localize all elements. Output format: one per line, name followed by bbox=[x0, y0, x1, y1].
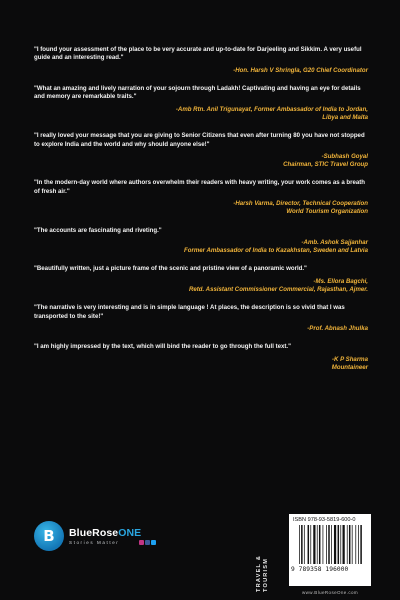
attribution-line: -Amb. Ashok Sajjanhar bbox=[301, 239, 368, 247]
testimonial bbox=[34, 304, 368, 333]
testimonial-attribution bbox=[34, 239, 368, 255]
testimonial-text: "The narrative is very interesting and is in simple language ! At places, the description is so vivid that I was transported to the site!" bbox=[34, 304, 345, 320]
attribution-line: -Subhash Goyal bbox=[321, 153, 368, 161]
testimonial-text: "I am highly impressed by the text, which will bind the reader to go through the full text." bbox=[34, 343, 292, 351]
book-category bbox=[256, 520, 270, 592]
attribution-line: -K P Sharma bbox=[331, 355, 368, 363]
instagram-icon bbox=[139, 540, 144, 545]
attribution-line: Mountaineer bbox=[331, 363, 368, 371]
testimonials bbox=[34, 46, 368, 382]
testimonial-text: "What an amazing and lively narration of your sojourn through Ladakh! Captivating and having an eye for details and memory are remarkable traits." bbox=[34, 85, 361, 101]
testimonial-text: "The accounts are fascinating and riveting." bbox=[34, 226, 162, 234]
publisher-logo bbox=[34, 521, 174, 557]
attribution-line: Former Ambassador of India to Kazakhstan, Sweden and Latvia bbox=[184, 247, 368, 255]
attribution-line: -Hon. Harsh V Shringla, G20 Chief Coordinator bbox=[233, 66, 368, 74]
twitter-icon bbox=[151, 540, 156, 545]
testimonial-text: "In the modern-day world where authors overwhelm their readers with heavy writing, your work comes as a breath of fresh air." bbox=[34, 179, 366, 195]
testimonial bbox=[34, 46, 368, 75]
publisher-logo-mark: B bbox=[34, 521, 64, 551]
category-line: TRAVEL & bbox=[256, 554, 262, 592]
testimonial bbox=[34, 132, 368, 169]
attribution-line: Retd. Assistant Commissioner Commercial, Rajasthan, Ajmer. bbox=[188, 286, 368, 294]
publisher-tagline: Stories Matter bbox=[69, 540, 120, 545]
testimonial-attribution bbox=[34, 153, 368, 169]
testimonial-attribution bbox=[34, 278, 368, 294]
attribution-line: World Tourism Organization bbox=[286, 208, 368, 216]
testimonial bbox=[34, 179, 368, 216]
testimonial-attribution bbox=[34, 106, 368, 122]
testimonial bbox=[34, 227, 368, 256]
testimonial bbox=[34, 343, 368, 372]
testimonial-text: "I really loved your message that you are giving to Senior Citizens that even after turning 80 you have not stopped to explore India and the world and why should anyone else!" bbox=[34, 132, 365, 148]
testimonial-text: "I found your assessment of the place to be very accurate and up-to-date for Darjeeling and Sikkim. A very useful guide and an interesting read." bbox=[34, 46, 362, 62]
testimonial bbox=[34, 265, 368, 294]
attribution-line: Libya and Malta bbox=[322, 114, 368, 122]
testimonial-attribution bbox=[34, 356, 368, 372]
facebook-icon bbox=[145, 540, 150, 545]
publisher-name bbox=[69, 527, 141, 539]
publisher-name-accent: ONE bbox=[118, 527, 142, 539]
testimonial-attribution bbox=[34, 325, 368, 333]
social-icons bbox=[139, 540, 156, 545]
testimonial-attribution bbox=[34, 200, 368, 216]
testimonial-attribution bbox=[34, 67, 368, 75]
isbn-digits: 9 789358 196000 bbox=[291, 566, 349, 573]
publisher-website: www.BlueRoseOne.com bbox=[301, 590, 359, 595]
attribution-line: -Ms. Ellora Bagchi, bbox=[313, 277, 368, 285]
publisher-name-main: BlueRose bbox=[69, 527, 119, 539]
attribution-line: Chairman, STIC Travel Group bbox=[283, 161, 368, 169]
category-line: TOURISM bbox=[263, 557, 269, 592]
testimonial bbox=[34, 85, 368, 122]
attribution-line: -Prof. Abnash Jhulka bbox=[307, 325, 368, 333]
isbn-barcode bbox=[289, 514, 371, 586]
barcode-icon bbox=[299, 525, 367, 564]
testimonial-text: "Beautifully written, just a picture frame of the scenic and pristine view of a panoramic world." bbox=[34, 265, 307, 273]
attribution-line: -Harsh Varma, Director, Technical Cooperation bbox=[233, 200, 368, 208]
attribution-line: -Amb Rtn. Anil Trigunayat, Former Ambassador of India to Jordan, bbox=[175, 105, 368, 113]
isbn-label: ISBN 978-93-5819-600-0 bbox=[293, 517, 356, 523]
